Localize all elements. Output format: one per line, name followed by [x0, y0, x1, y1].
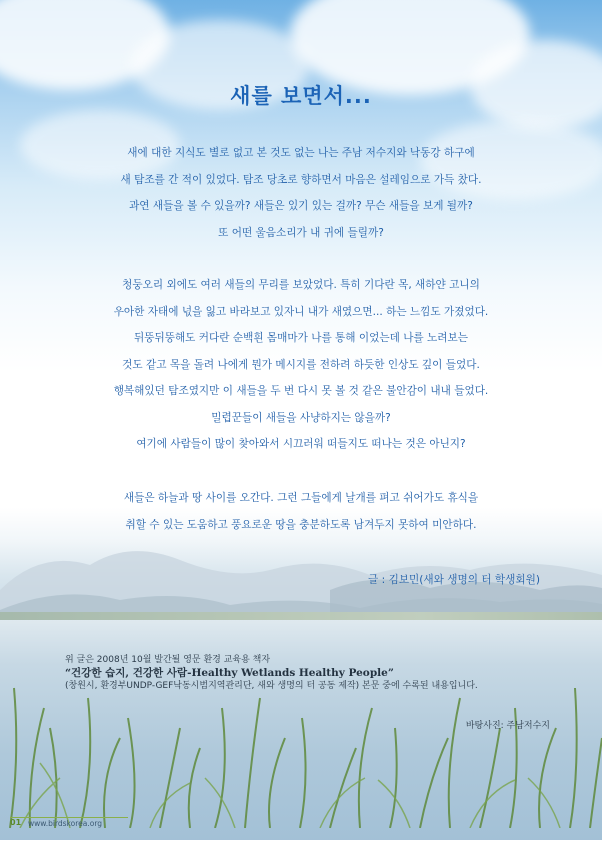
source-note-line: (창원시, 환경부UNDP-GEF낙동시범지역관리단, 새와 생명의 터 공동 제작) 본문 중에 수록된 내용입니다.	[65, 681, 478, 691]
poem-line: 우아한 자태에 넋을 잃고 바라보고 있자니 내가 새였으면... 하는 느낌도 가졌었다.	[113, 305, 489, 318]
poem-line: 것도 같고 목을 돌려 나에게 뭔가 메시지를 전하려 하듯한 인상도 깊이 들었다.	[122, 358, 480, 371]
poem-line: 행복해있던 탐조였지만 이 새들을 두 번 다시 못 볼 것 같은 불안감이 내내 들었다.	[113, 385, 489, 397]
page-number: 01	[10, 818, 22, 827]
poem-stanza-3	[40, 485, 562, 538]
footer-divider	[10, 817, 128, 818]
poem-line: 뒤뚱뒤뚱해도 커다란 순백흰 몸매마가 나를 통해 이었는데 나를 노려보는	[134, 332, 468, 344]
source-note	[65, 654, 565, 693]
poem-line: 새들은 하늘과 땅 사이를 오간다. 그런 그들에게 날개를 펴고 쉬어가도 휴식을	[123, 492, 479, 504]
page-title: 새를 보면서...	[230, 84, 372, 108]
footer	[0, 812, 602, 846]
poem-stanza-1	[40, 140, 562, 246]
source-note-line: 위 글은 2008년 10월 발간될 영문 환경 교육용 책자	[65, 655, 271, 665]
poem-line: 청둥오리 외에도 여러 새들의 무리를 보았었다. 특히 기다란 목, 새하얀 고니의	[122, 279, 480, 291]
poem-line: 여기에 사람들이 많이 찾아와서 시끄러워 떠들지도 떠나는 것은 아닌지?	[136, 438, 466, 450]
poem-line: 새에 대한 지식도 별로 없고 본 것도 없는 나는 주남 저수지와 낙동강 하구에	[127, 147, 475, 159]
photo-credit: 바탕사진: 주남저수지	[465, 721, 550, 731]
poem-line: 과연 새들을 볼 수 있을까? 새들은 있기 있는 걸까? 무슨 새들을 보게 될까?	[129, 200, 473, 212]
poem-line: 새 탐조를 간 적이 있었다. 탐조 당초로 향하면서 마음은 설레임으로 가득 찼다.	[120, 173, 482, 186]
book-title-quote: “건강한 습지, 건강한 사람-Healthy Wetlands Healthy People”	[65, 667, 394, 679]
poem-line: 취할 수 있는 도움하고 풍요로운 땅을 충분하도록 남겨두지 못하여 미안하다.	[125, 518, 477, 531]
poem-line: 밀렵꾼들이 새들을 사냥하지는 않을까?	[211, 411, 391, 424]
poem-line: 또 어떤 울음소리가 내 귀에 들릴까?	[218, 226, 384, 239]
poem-stanza-2	[40, 272, 562, 458]
author-credit: 글 : 김보민(새와 생명의 터 학생회원)	[368, 574, 540, 586]
footer-band	[0, 840, 602, 846]
website-link[interactable]: www.birdskorea.org	[28, 819, 103, 828]
